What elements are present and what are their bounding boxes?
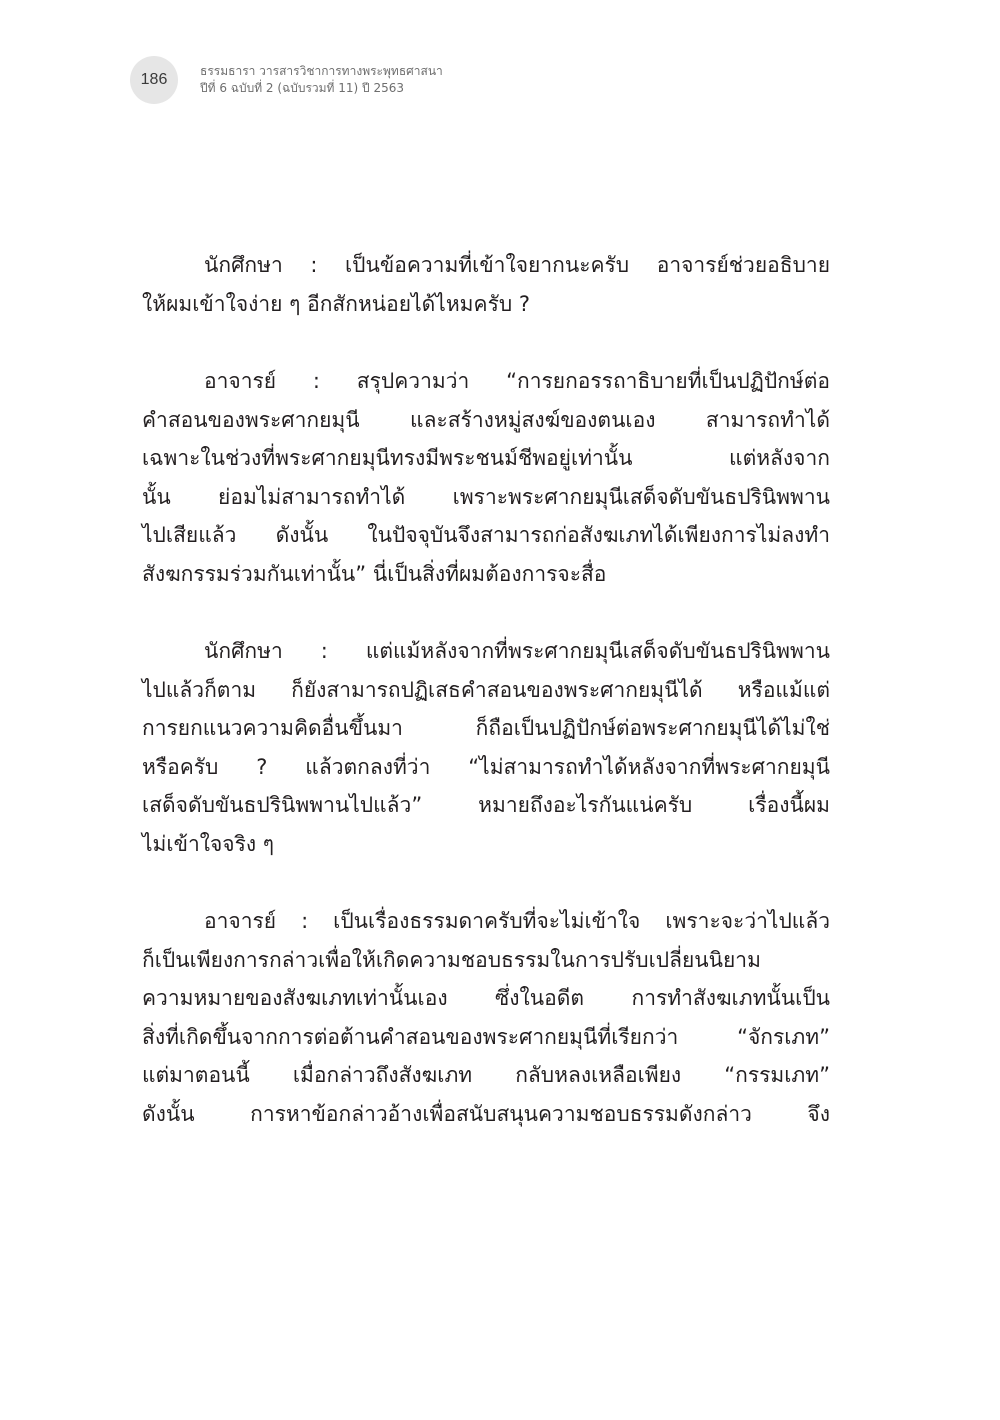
paragraph-line: ให้ผมเข้าใจง่าย ๆ อีกสักหน่อยได้ไหมครับ ? (142, 291, 531, 316)
paragraph-line: สังฆกรรมร่วมกันเท่านั้น” นี่เป็นสิ่งที่ผมต้องการจะสื่อ (142, 561, 607, 586)
paragraph-teacher-2 (142, 902, 830, 1133)
paragraph-line: อาจารย์ : เป็นเรื่องธรรมดาครับที่จะไม่เข้าใจ เพราะจะว่าไปแล้ว (204, 909, 830, 933)
paragraph-line: หรือครับ ? แล้วตกลงที่ว่า “ไม่สามารถทำได้หลังจากที่พระศากยมุนี (142, 754, 830, 779)
page-number-badge (130, 56, 178, 104)
paragraph-line: ไปเสียแล้ว ดังนั้น ในปัจจุบันจึงสามารถก่อสังฆเภทได้เพียงการไม่ลงทำ (142, 523, 830, 547)
paragraph-line: เฉพาะในช่วงที่พระศากยมุนีทรงมีพระชนม์ชีพอยู่เท่านั้น แต่หลังจาก (142, 446, 830, 470)
paragraph-line: นักศึกษา : เป็นข้อความที่เข้าใจยากนะครับ อาจารย์ช่วยอธิบาย (204, 253, 830, 277)
page-number: 186 (140, 71, 168, 88)
article-body (142, 246, 830, 1172)
journal-title: ธรรมธารา วารสารวิชาการทางพระพุทธศาสนา (200, 64, 443, 78)
paragraph-line: ไปแล้วก็ตาม ก็ยังสามารถปฏิเสธคำสอนของพระศากยมุนีได้ หรือแม้แต่ (142, 677, 830, 702)
paragraph-student-2 (142, 632, 830, 863)
paragraph-teacher-1 (142, 362, 830, 593)
paragraph-line: สิ่งที่เกิดขึ้นจากการต่อต้านคำสอนของพระศากยมุนีที่เรียกว่า “จักรเภท” (142, 1024, 830, 1049)
paragraph-student-1 (142, 246, 830, 323)
paragraph-line: นักศึกษา : แต่แม้หลังจากที่พระศากยมุนีเสด็จดับขันธปรินิพพาน (204, 639, 830, 663)
running-header (200, 63, 443, 97)
paragraph-line: คำสอนของพระศากยมุนี และสร้างหมู่สงฆ์ของตนเอง สามารถทำได้ (142, 407, 830, 432)
page-header (130, 56, 443, 104)
paragraph-line: แต่มาตอนนี้ เมื่อกล่าวถึงสังฆเภท กลับหลงเหลือเพียง “กรรมเภท” (142, 1063, 830, 1087)
paragraph-line: ก็เป็นเพียงการกล่าวเพื่อให้เกิดความชอบธรรมในการปรับเปลี่ยนนิยาม (142, 947, 761, 972)
paragraph-line: นั้น ย่อมไม่สามารถทำได้ เพราะพระศากยมุนีเสด็จดับขันธปรินิพพาน (142, 484, 830, 509)
paragraph-line: อาจารย์ : สรุปความว่า “การยกอรรถาธิบายที่เป็นปฏิปักษ์ต่อ (204, 369, 830, 393)
paragraph-line: ไม่เข้าใจจริง ๆ (142, 831, 275, 856)
paragraph-line: การยกแนวความคิดอื่นขึ้นมา ก็ถือเป็นปฏิปักษ์ต่อพระศากยมุนีได้ไม่ใช่ (142, 716, 830, 740)
paragraph-line: เสด็จดับขันธปรินิพพานไปแล้ว” หมายถึงอะไรกันแน่ครับ เรื่องนี้ผม (142, 793, 830, 817)
issue-info: ปีที่ 6 ฉบับที่ 2 (ฉบับรวมที่ 11) ปี 2563 (200, 81, 405, 95)
paragraph-line: ความหมายของสังฆเภทเท่านั้นเอง ซึ่งในอดีต การทำสังฆเภทนั้นเป็น (142, 986, 830, 1010)
paragraph-line: ดังนั้น การหาข้อกล่าวอ้างเพื่อสนับสนุนความชอบธรรมดังกล่าว จึง (142, 1101, 830, 1126)
